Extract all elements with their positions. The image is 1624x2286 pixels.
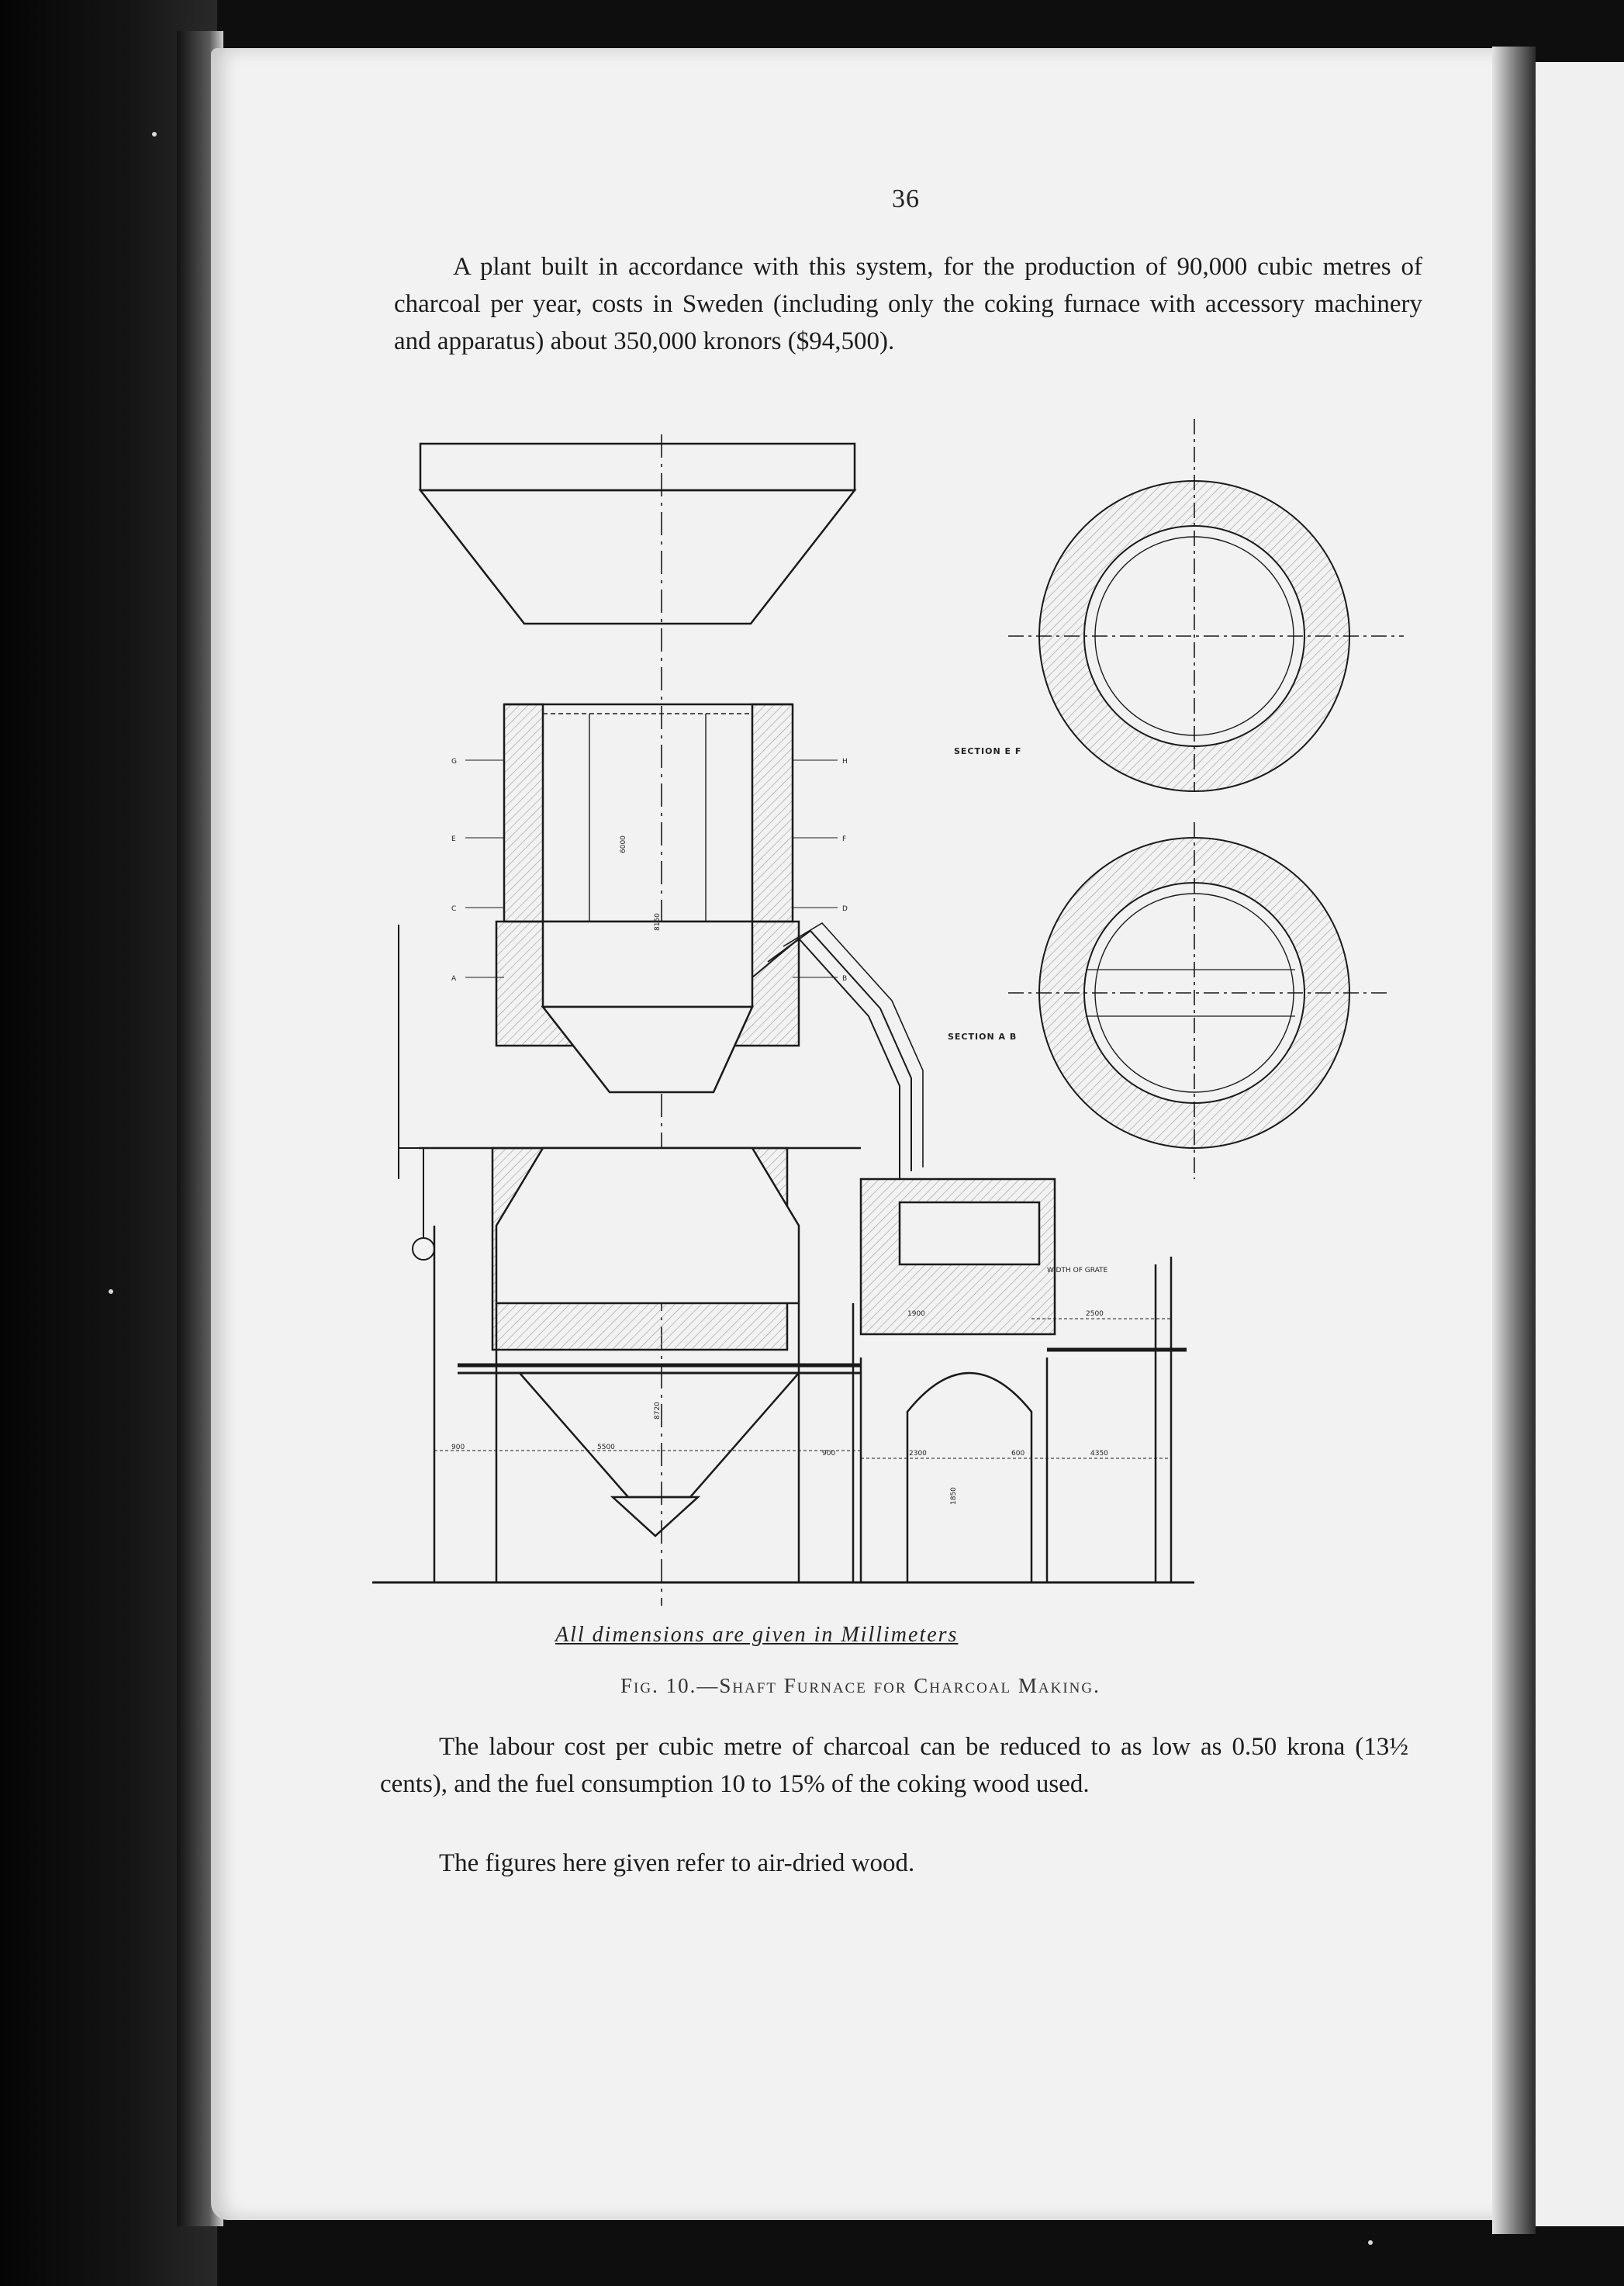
paragraph-air-dried: The figures here given refer to air-dried wood. — [439, 1849, 915, 1877]
hopper-body — [420, 490, 855, 624]
dim-900-left: 900 — [451, 1444, 465, 1451]
scan-speck — [109, 1289, 113, 1294]
dim-5500: 5500 — [597, 1444, 615, 1451]
side-letter-a: A — [451, 975, 457, 983]
section-ab-label: SECTION A B — [948, 1032, 1018, 1042]
scan-speck — [152, 132, 157, 137]
shaft-right-wall — [752, 704, 793, 922]
scan-speck — [1368, 2240, 1373, 2245]
dim-2500: 2500 — [1086, 1310, 1104, 1318]
page-number: 36 — [892, 185, 920, 213]
grate-width-label: WIDTH OF GRATE — [1047, 1267, 1108, 1274]
dim-4350: 4350 — [1090, 1450, 1108, 1458]
side-letter-b: B — [842, 975, 848, 983]
furnace-drawing — [365, 403, 1419, 1676]
figure-caption: Fig. 10.—Shaft Furnace for Charcoal Making. — [620, 1674, 1101, 1697]
side-letter-h: H — [842, 758, 848, 766]
side-letter-f: F — [842, 835, 847, 843]
figure-units-note: All dimensions are given in Millimeters — [555, 1623, 959, 1647]
dim-900-right: 900 — [822, 1450, 836, 1458]
dim-1850: 1850 — [950, 1487, 958, 1505]
side-letter-g: G — [451, 758, 457, 766]
side-letter-c: C — [451, 905, 457, 913]
arch — [907, 1373, 1031, 1582]
facing-page-edge — [1536, 62, 1624, 2226]
furnace-drawing-svg — [365, 403, 1419, 1676]
crank-wheel — [413, 1238, 434, 1260]
dim-600: 600 — [1011, 1450, 1025, 1458]
dim-2300: 2300 — [909, 1450, 927, 1458]
page-edge-shadow — [1492, 47, 1536, 2234]
section-ef-label: SECTION E F — [954, 746, 1022, 756]
paragraph-labour-cost: The labour cost per cubic metre of charcoal can be reduced to as low as 0.50 krona (13½ cents), and the fuel consumption 10 to 15% of the coking wood used. — [380, 1733, 1408, 1798]
dim-8150: 8150 — [654, 913, 662, 931]
discharge-cone — [520, 1373, 799, 1497]
paragraph-plant-cost: A plant built in accordance with this system, for the production of 90,000 cubic metres of charcoal per year, costs in Sweden (including only the coking furnace with accessory machinery and apparatus) about 350,000 kronors ($94,500). — [394, 253, 1422, 355]
hopper-rim — [420, 444, 855, 490]
side-letter-d: D — [842, 905, 848, 913]
throat — [543, 1007, 752, 1092]
section-ef-view — [1008, 419, 1404, 791]
dim-1900: 1900 — [907, 1310, 925, 1318]
side-letter-e: E — [451, 835, 456, 843]
section-ab-view — [1008, 822, 1388, 1179]
dim-8720: 8720 — [654, 1402, 662, 1420]
dim-6000: 6000 — [620, 835, 627, 853]
shaft-left-wall — [504, 704, 543, 922]
